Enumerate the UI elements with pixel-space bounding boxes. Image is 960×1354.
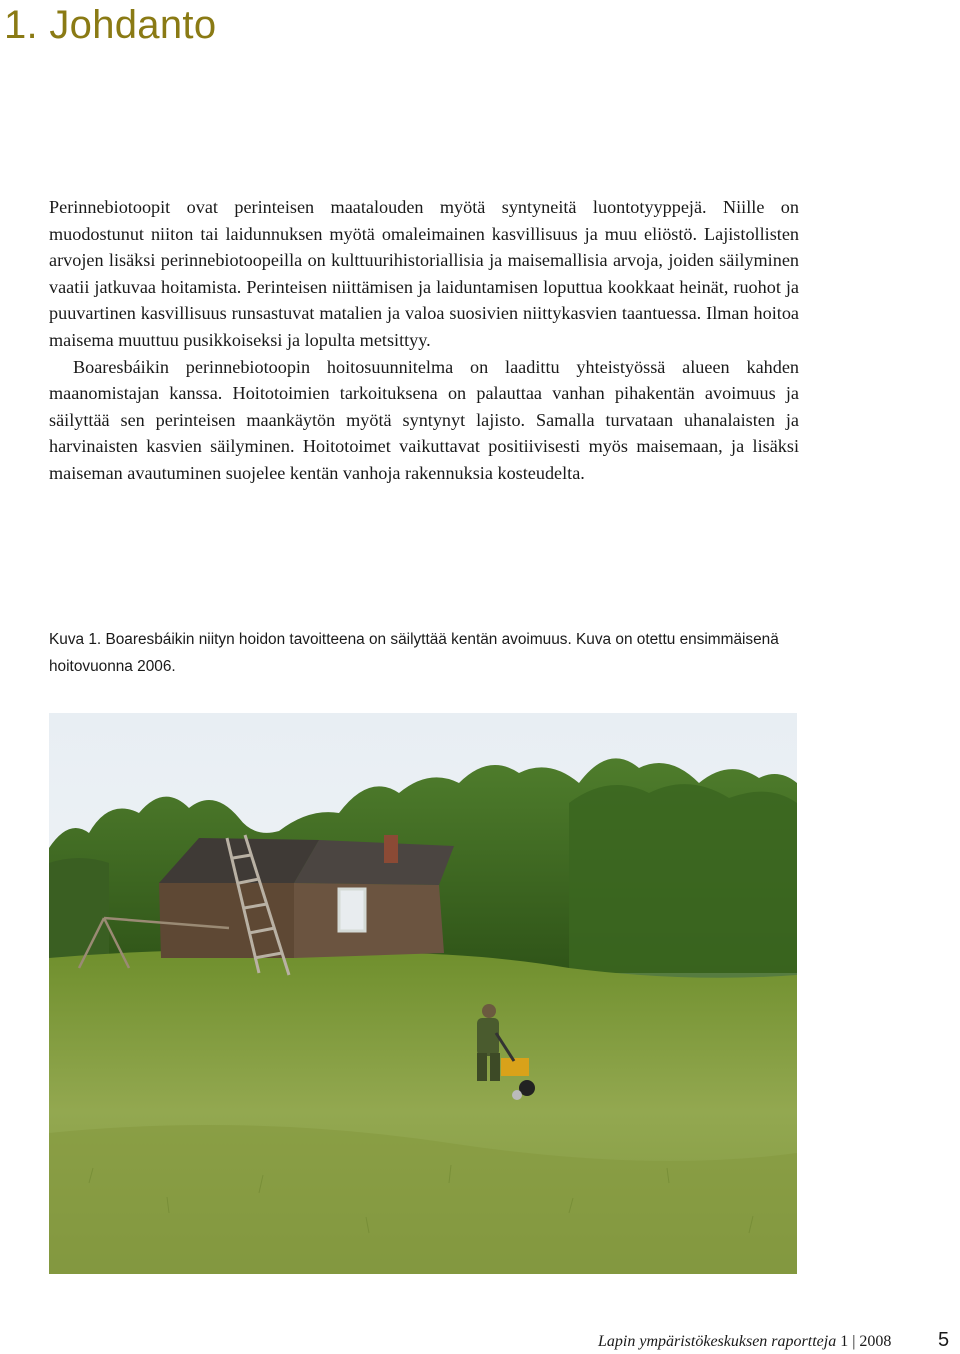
photo-cabin (159, 835, 454, 975)
page-number: 5 (938, 1329, 950, 1351)
chapter-title: 1. Johdanto (4, 3, 217, 47)
footer-separator: | (852, 1333, 856, 1350)
footer-issue: 1 (840, 1333, 849, 1350)
body-text (49, 194, 799, 487)
footer-year: 2008 (859, 1333, 892, 1350)
figure-caption: Kuva 1. Boaresbáikin niityn hoidon tavoitteena on säilyttää kentän avoimuus. Kuva on otettu ensimmäisenä hoitovuonna 2006. (49, 631, 779, 675)
footer (598, 1331, 918, 1353)
footer-publication: Lapin ympäristökeskuksen raportteja (598, 1333, 837, 1350)
paragraph-1: Perinnebiotoopit ovat perinteisen maatalouden myötä syntyneitä luontotyyppejä. Niille on muodostunut niiton tai laidunnuksen myötä omaleimainen kasvillisuus ja muu eliöstö. Lajistollisten arvojen lisäksi perinnebiotoopeilla on kulttuurihistoriallisia ja maisemallisia arvoja, joiden säilyminen vaatii jatkuvaa hoitamista. Perinteisen niittämisen ja laiduntamisen loputtua kookkaat heinät, ruohot ja puuvartinen kasvillisuus runsastuvat matalien ja valoa suosivien niittykasvien taantuessa. Ilman hoitoa maisema muuttuu pusikkoiseksi ja lopulta metsittyy. (49, 197, 799, 350)
paragraph-2: Boaresbáikin perinnebiotoopin hoitosuunnitelma on laadittu yhteistyössä alueen kahden maanomistajan kanssa. Hoitotoimien tarkoituksena on palauttaa vanhan pihakentän avoimuus ja säilyttää sen perinteisen maankäytön myötä syntynyt lajisto. Samalla turvataan uhanalaisten ja harvinaisten kasvien säilyminen. Hoitotoimet vaikuttavat positiivisesti myös maisemaan, ja lisäksi maiseman avautuminen suojelee kentän vanhoja rakennuksia kosteudelta. (49, 356, 799, 483)
figure-photo (49, 713, 797, 1274)
